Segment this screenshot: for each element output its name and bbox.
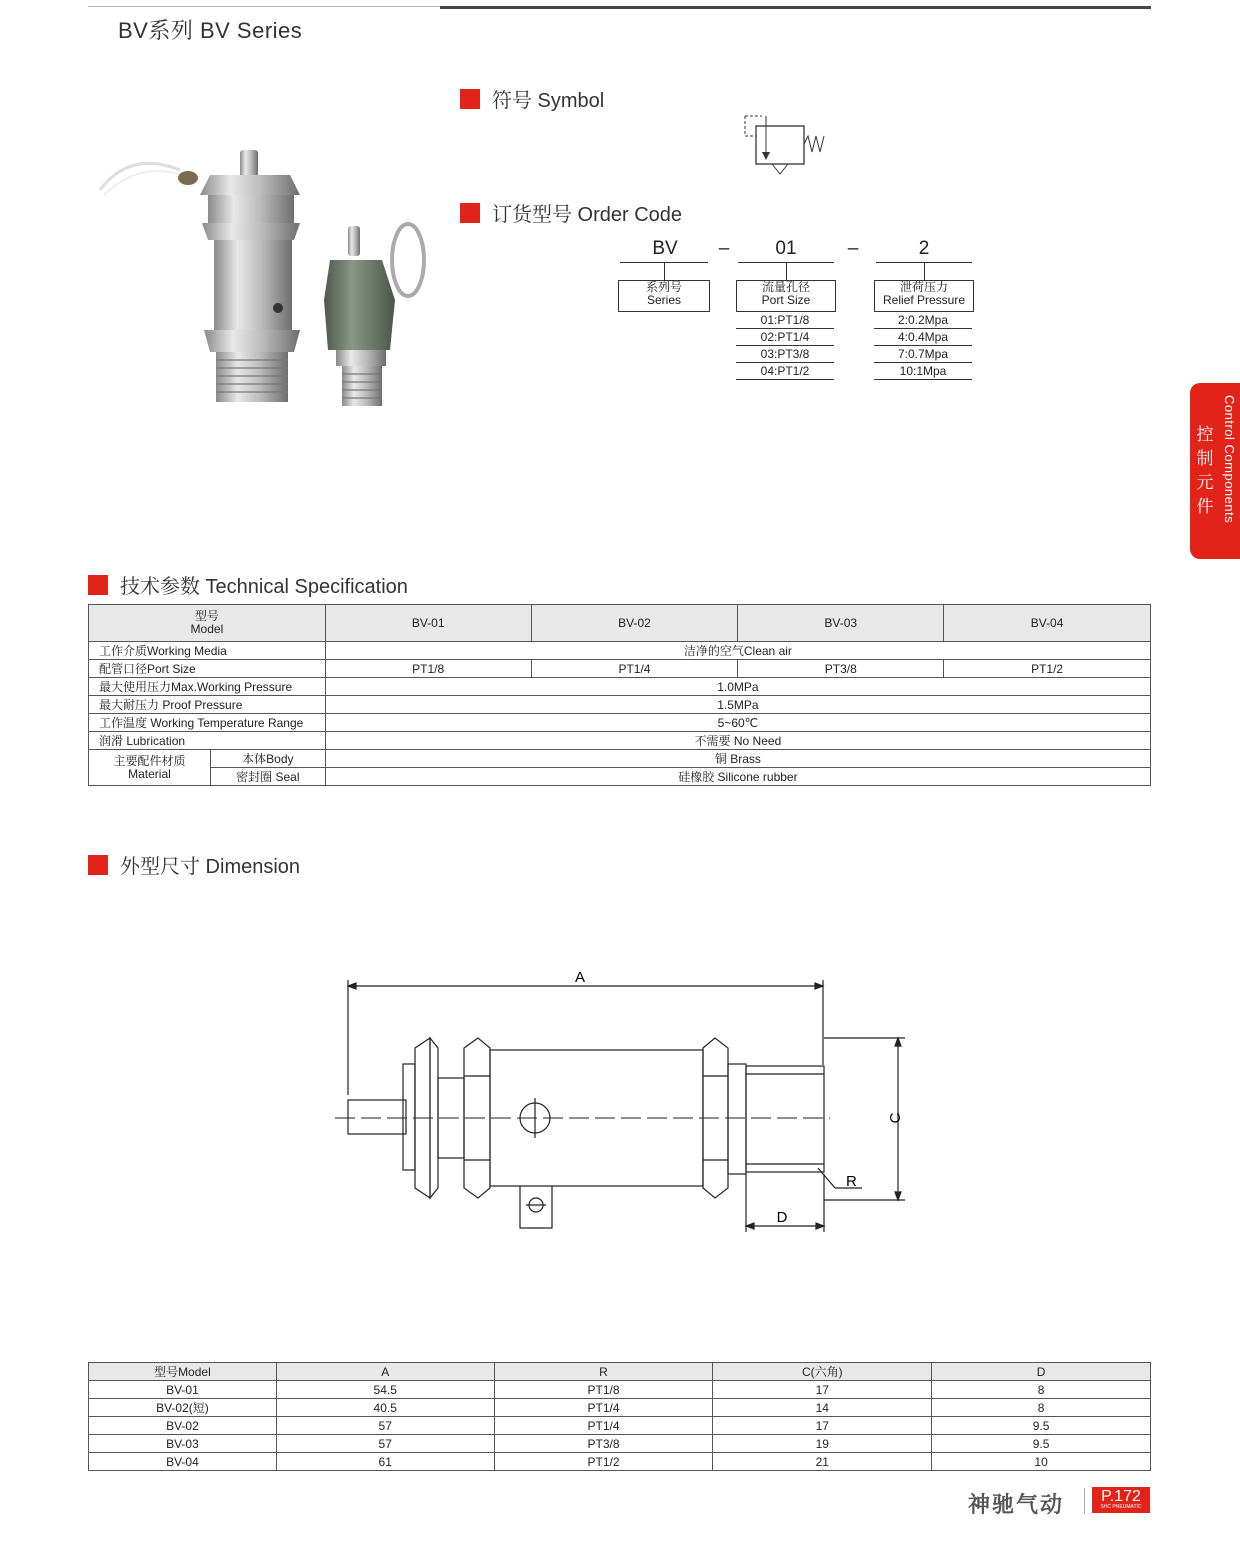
red-square-icon xyxy=(88,855,108,875)
table-row xyxy=(89,1417,1151,1435)
order-series-code: BV xyxy=(652,238,678,259)
spec-table xyxy=(88,604,1151,786)
spec-row xyxy=(89,678,1151,696)
material-zh: 主要配件材质 xyxy=(113,753,186,768)
dim-cell: 57 xyxy=(276,1417,494,1435)
spec-label: 配管口径Port Size xyxy=(89,660,326,678)
size-option: 04:PT1/2 xyxy=(736,363,834,380)
top-rule xyxy=(440,6,1151,9)
brand-logo-text: 神驰气动 xyxy=(968,1492,1065,1517)
red-square-icon xyxy=(460,203,480,223)
order-code-section-heading xyxy=(460,198,682,227)
connector xyxy=(664,262,665,280)
dim-cell: 17 xyxy=(713,1381,932,1399)
dim-cell: 8 xyxy=(932,1381,1151,1399)
red-square-icon xyxy=(460,89,480,109)
dim-cell: PT1/8 xyxy=(494,1381,713,1399)
dim-cell: PT1/2 xyxy=(494,1453,713,1471)
model-en: Model xyxy=(190,622,224,636)
spec-model-header xyxy=(89,605,326,642)
valve-symbol-diagram xyxy=(740,108,830,178)
symbol-section-heading xyxy=(460,84,604,113)
side-category-tab xyxy=(1190,383,1240,559)
size-option: 02:PT1/4 xyxy=(736,329,834,346)
side-tab-char: 控 xyxy=(1196,425,1214,444)
spec-label: 工作介质Working Media xyxy=(89,642,326,660)
table-row xyxy=(89,1435,1151,1453)
dim-cell: 21 xyxy=(713,1453,932,1471)
dim-cell: PT1/4 xyxy=(494,1399,713,1417)
size-label-zh: 流量孔径 xyxy=(761,280,810,294)
tech-spec-section-heading xyxy=(88,570,408,599)
page-title: BV系列 BV Series xyxy=(118,18,303,43)
dimension-drawing xyxy=(330,960,930,1240)
spec-model-cell: BV-04 xyxy=(944,605,1151,642)
dim-cell: 9.5 xyxy=(932,1435,1151,1453)
tech-spec-heading-text: 技术参数 Technical Specification xyxy=(120,576,408,598)
pressure-option: 10:1Mpa xyxy=(874,363,972,380)
dim-cell: 57 xyxy=(276,1435,494,1453)
spec-value: 5~60℃ xyxy=(325,714,1150,732)
series-label-zh: 系列号 xyxy=(645,280,682,294)
dim-cell: BV-01 xyxy=(89,1381,277,1399)
dim-cell: 14 xyxy=(713,1399,932,1417)
table-row xyxy=(89,1399,1151,1417)
spec-model-cell: BV-02 xyxy=(531,605,738,642)
table-row xyxy=(89,1453,1151,1471)
dim-cell: 9.5 xyxy=(932,1417,1151,1435)
spec-row xyxy=(89,768,1151,786)
red-square-icon xyxy=(88,575,108,595)
connector xyxy=(786,262,787,280)
dimension-section-heading xyxy=(88,850,300,879)
page-sub-text: SHC PNEUMATIC xyxy=(1100,1504,1142,1510)
side-tab-char: 件 xyxy=(1196,497,1214,516)
spec-value: 洁净的空气Clean air xyxy=(325,642,1150,660)
page-number: P.172 xyxy=(1101,1488,1141,1505)
spec-label: 最大使用压力Max.Working Pressure xyxy=(89,678,326,696)
spec-model-cell: BV-03 xyxy=(738,605,944,642)
series-label-en: Series xyxy=(646,293,681,307)
spec-value: PT1/4 xyxy=(531,660,738,678)
footer-divider xyxy=(1084,1488,1085,1514)
page-number-badge xyxy=(1092,1487,1150,1513)
dimension-heading-text: 外型尺寸 Dimension xyxy=(120,856,301,878)
dim-header-cell: A xyxy=(276,1363,494,1381)
connector xyxy=(924,262,925,280)
spec-value: PT3/8 xyxy=(738,660,944,678)
side-tab-char: 元 xyxy=(1196,473,1214,492)
order-dash-1: – xyxy=(718,238,730,259)
dim-cell: PT1/4 xyxy=(494,1417,713,1435)
order-dash-2: – xyxy=(847,238,859,259)
dim-header-cell: D xyxy=(932,1363,1151,1381)
order-pressure-code: 2 xyxy=(918,238,930,259)
dim-label-d: D xyxy=(776,1209,788,1226)
product-photo xyxy=(90,140,430,410)
size-option: 03:PT3/8 xyxy=(736,346,834,363)
dim-cell: 17 xyxy=(713,1417,932,1435)
dim-label-c: C xyxy=(887,1112,904,1124)
pressure-option: 4:0.4Mpa xyxy=(874,329,972,346)
side-tab-char: 制 xyxy=(1196,449,1214,468)
spec-row xyxy=(89,642,1151,660)
dim-cell: 54.5 xyxy=(276,1381,494,1399)
size-label-en: Port Size xyxy=(761,293,811,307)
dim-cell: 10 xyxy=(932,1453,1151,1471)
spec-header-row xyxy=(89,605,1151,642)
dim-cell: 8 xyxy=(932,1399,1151,1417)
order-size-code: 01 xyxy=(775,238,797,259)
spec-value: 硅橡胶 Silicone rubber xyxy=(325,768,1150,786)
size-option: 01:PT1/8 xyxy=(736,312,834,329)
top-rule-light xyxy=(88,6,443,7)
symbol-heading-text: 符号 Symbol xyxy=(492,90,605,112)
pressure-label-zh: 泄荷压力 xyxy=(899,280,948,294)
spec-value: 1.5MPa xyxy=(325,696,1150,714)
spec-row xyxy=(89,696,1151,714)
spec-value: PT1/8 xyxy=(325,660,531,678)
dim-label-a: A xyxy=(574,969,586,986)
material-en: Material xyxy=(128,766,171,781)
side-tab-en: Control Components xyxy=(1222,395,1237,524)
dim-label-r: R xyxy=(846,1173,857,1190)
dim-header-cell: C(六角) xyxy=(713,1363,932,1381)
dim-header-cell: R xyxy=(494,1363,713,1381)
spec-model-cell: BV-01 xyxy=(325,605,531,642)
spec-label: 本体Body xyxy=(210,750,325,768)
spec-label: 润滑 Lubrication xyxy=(89,732,326,750)
spec-label: 密封圈 Seal xyxy=(210,768,325,786)
spec-row xyxy=(89,714,1151,732)
dim-cell: BV-04 xyxy=(89,1453,277,1471)
dim-cell: 61 xyxy=(276,1453,494,1471)
order-code-diagram xyxy=(610,238,990,388)
pressure-label-box xyxy=(874,280,974,312)
dim-cell: BV-02 xyxy=(89,1417,277,1435)
spec-value: 不需要 No Need xyxy=(325,732,1150,750)
table-row xyxy=(89,1381,1151,1399)
pressure-option: 2:0.2Mpa xyxy=(874,312,972,329)
spec-value: PT1/2 xyxy=(944,660,1151,678)
spec-row xyxy=(89,732,1151,750)
pressure-label-en: Relief Pressure xyxy=(882,293,966,307)
spec-row xyxy=(89,750,1151,768)
dim-cell: 40.5 xyxy=(276,1399,494,1417)
spec-value: 1.0MPa xyxy=(325,678,1150,696)
spec-value: 铜 Brass xyxy=(325,750,1150,768)
order-code-heading-text: 订货型号 Order Code xyxy=(492,204,683,226)
dim-header-cell: 型号Model xyxy=(89,1363,277,1381)
dim-cell: BV-02(短) xyxy=(89,1399,277,1417)
dim-cell: PT3/8 xyxy=(494,1435,713,1453)
dim-header-row xyxy=(89,1363,1151,1381)
spec-material-label xyxy=(89,750,211,786)
spec-row xyxy=(89,660,1151,678)
dimension-table xyxy=(88,1362,1151,1471)
spec-label: 最大耐压力 Proof Pressure xyxy=(89,696,326,714)
size-label-box xyxy=(736,280,836,312)
side-tab-zh xyxy=(1194,423,1216,519)
pressure-option: 7:0.7Mpa xyxy=(874,346,972,363)
dim-cell: 19 xyxy=(713,1435,932,1453)
model-zh: 型号 xyxy=(194,609,219,623)
series-label-box xyxy=(618,280,710,312)
spec-label: 工作温度 Working Temperature Range xyxy=(89,714,326,732)
dim-cell: BV-03 xyxy=(89,1435,277,1453)
